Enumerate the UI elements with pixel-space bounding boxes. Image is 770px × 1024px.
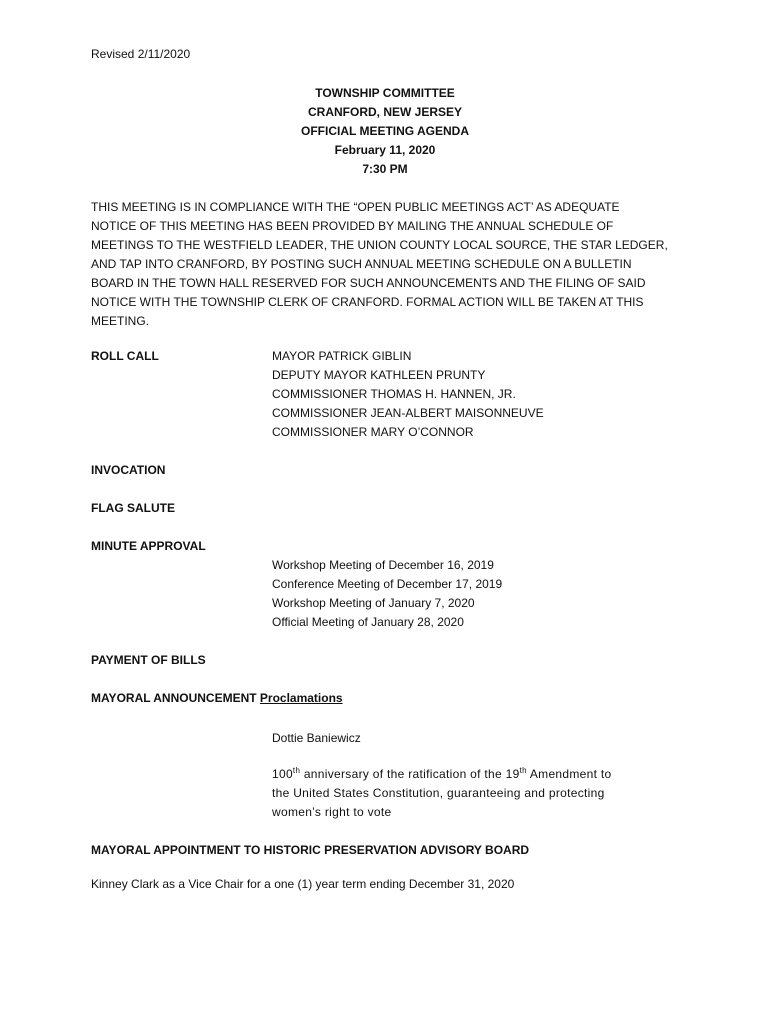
roll-call-label: ROLL CALL (91, 349, 159, 363)
header-date: February 11, 2020 (334, 143, 436, 157)
header-time: 7:30 PM (362, 162, 408, 176)
appointment-text: Kinney Clark as a Vice Chair for a one (1) year term ending December 31, 2020 (91, 877, 515, 891)
mayoral-appointment-label: MAYORAL APPOINTMENT TO HISTORIC PRESERVATION ADVISORY BOARD (91, 843, 530, 857)
mayoral-announcement-label: MAYORAL ANNOUNCEMENT (91, 691, 257, 705)
minutes-item: Official Meeting of January 28, 2020 (272, 615, 464, 629)
header-location: CRANFORD, NEW JERSEY (307, 105, 462, 119)
proclamation-description (272, 765, 612, 822)
member-name: COMMISSIONER MARY O’CONNOR (272, 425, 474, 439)
member-name: DEPUTY MAYOR KATHLEEN PRUNTY (272, 368, 486, 382)
header-agenda-title: OFFICIAL MEETING AGENDA (301, 124, 469, 138)
roll-call-members (272, 347, 544, 442)
notice-line: AND TAP INTO CRANFORD, BY POSTING SUCH ANNUAL MEETING SCHEDULE ON A BULLETIN (91, 257, 632, 271)
ordinal-suffix: th (292, 766, 301, 775)
amendment-line-2: the United States Constitution, guaranteeing and protecting (272, 786, 605, 800)
proclamations-label: Proclamations (259, 691, 343, 705)
minute-approval-list (272, 556, 502, 632)
notice-line: NOTICE OF THIS MEETING HAS BEEN PROVIDED BY MAILING THE ANNUAL SCHEDULE OF (91, 219, 614, 233)
notice-line: MEETINGS TO THE WESTFIELD LEADER, THE UNION COUNTY LOCAL SOURCE, THE STAR LEDGER, (91, 238, 668, 252)
ordinal-number: 100 (272, 767, 293, 781)
compliance-notice (91, 198, 691, 331)
agenda-header (0, 84, 770, 179)
notice-line: NOTICE WITH THE TOWNSHIP CLERK OF CRANFORD. FORMAL ACTION WILL BE TAKEN AT THIS (91, 295, 644, 309)
proclamation-honoree: Dottie Baniewicz (272, 731, 361, 745)
amendment-text: Amendment to (526, 767, 612, 781)
ordinal-suffix: th (519, 766, 527, 775)
minute-approval-label: MINUTE APPROVAL (91, 539, 206, 553)
notice-line: THIS MEETING IS IN COMPLIANCE WITH THE “OPEN PUBLIC MEETINGS ACT’ AS ADEQUATE (91, 200, 620, 214)
header-committee: TOWNSHIP COMMITTEE (315, 86, 455, 100)
member-name: COMMISSIONER JEAN-ALBERT MAISONNEUVE (272, 406, 544, 420)
member-name: COMMISSIONER THOMAS H. HANNEN, JR. (272, 387, 516, 401)
amendment-line-1 (272, 765, 612, 784)
invocation-label: INVOCATION (91, 463, 166, 477)
amendment-text: anniversary of the ratification of the 19 (300, 767, 520, 781)
flag-salute-label: FLAG SALUTE (91, 501, 175, 515)
member-name: MAYOR PATRICK GIBLIN (272, 349, 412, 363)
revised-date: Revised 2/11/2020 (91, 47, 191, 61)
amendment-line-3: women’s right to vote (272, 805, 392, 819)
mayoral-announcement-heading (91, 691, 343, 705)
minutes-item: Workshop Meeting of December 16, 2019 (272, 558, 494, 572)
payment-of-bills-label: PAYMENT OF BILLS (91, 653, 206, 667)
notice-line: MEETING. (91, 314, 150, 328)
notice-line: BOARD IN THE TOWN HALL RESERVED FOR SUCH ANNOUNCEMENTS AND THE FILING OF SAID (91, 276, 646, 290)
minutes-item: Conference Meeting of December 17, 2019 (272, 577, 503, 591)
minutes-item: Workshop Meeting of January 7, 2020 (272, 596, 475, 610)
